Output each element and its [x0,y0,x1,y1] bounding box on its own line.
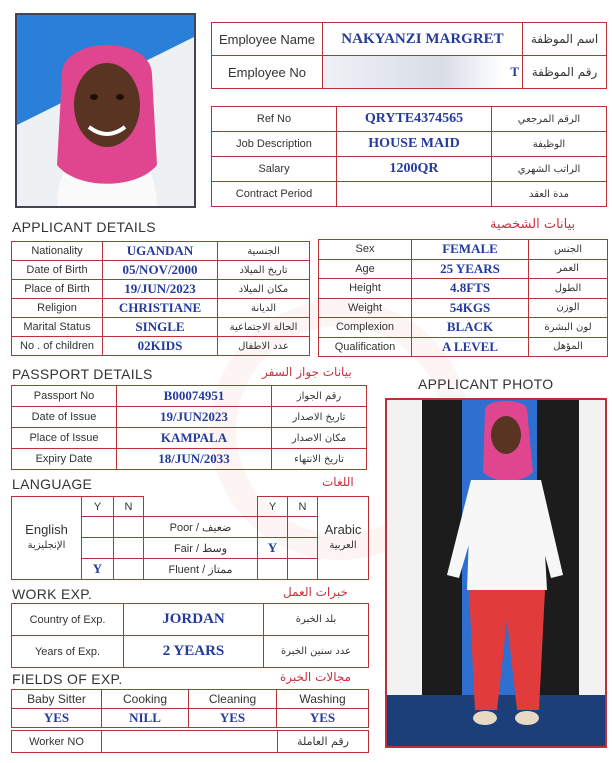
applicant-right-label: Sex [319,240,412,260]
applicant-right-row [319,279,608,299]
applicant-right-ar: المؤهل [529,337,608,357]
applicant-left-row [12,280,310,299]
applicant-left-label: Place of Birth [12,280,103,299]
passport-table [11,385,367,470]
field-exp-value: YES [277,709,369,728]
applicant-left-value: 05/NOV/2000 [103,261,218,280]
applicant-left-table [11,241,310,356]
field-exp-value: YES [189,709,277,728]
field-exp-label: Washing [277,690,369,709]
applicant-left-ar: الديانة [218,299,310,318]
passport-ar: تاريخ الاصدار [272,407,367,428]
employee-no-label: Employee No [212,56,323,89]
field-exp-label: Baby Sitter [12,690,102,709]
applicant-details-title: APPLICANT DETAILS [12,219,156,235]
applicant-left-value: 19/JUN/2023 [103,280,218,299]
portrait-image [17,15,196,208]
work-exp-table [11,603,369,668]
employee-name-ar: اسم الموظفة [523,23,607,56]
applicant-right-row [319,240,608,260]
passport-ar: مكان الاصدار [272,428,367,449]
portrait-photo [15,13,196,208]
applicant-right-ar: الوزن [529,298,608,318]
applicant-left-label: Nationality [12,242,103,261]
applicant-left-row [12,337,310,356]
worker-no-label: Worker NO [12,731,102,753]
applicant-right-ar: لون البشرة [529,318,608,338]
job-ar: الوظيفة [492,132,607,157]
passport-ar: رقم الجواز [272,386,367,407]
arabic-fair-mark: Y [258,538,288,559]
ref-ar: الرقم المرجعي [492,107,607,132]
field-exp-label: Cooking [102,690,189,709]
arabic-n-header: N [288,497,318,517]
country-value: JORDAN [124,604,264,636]
salary-label: Salary [212,157,337,182]
passport-label: Place of Issue [12,428,117,449]
applicant-left-row [12,261,310,280]
job-value: HOUSE MAID [337,132,492,157]
country-label: Country of Exp. [12,604,124,636]
applicant-photo [385,398,607,748]
employee-table [211,22,607,89]
passport-details-title: PASSPORT DETAILS [12,366,153,382]
job-label: Job Description [212,132,337,157]
fields-exp-table [11,689,369,728]
applicant-photo-title: APPLICANT PHOTO [418,376,554,392]
poor-label: Poor / ضعيف [144,517,258,538]
passport-value: B00074951 [117,386,272,407]
applicant-left-label: No . of children [12,337,103,356]
ref-value: QRYTE4374565 [337,107,492,132]
applicant-right-value: 4.8FTS [412,279,529,299]
applicant-left-label: Religion [12,299,103,318]
full-body-image [387,400,607,748]
arabic-label: Arabic [324,522,362,537]
applicant-left-value: CHRISTIANE [103,299,218,318]
english-label: English [25,522,68,537]
passport-value: KAMPALA [117,428,272,449]
language-table [11,496,369,580]
applicant-right-value: A LEVEL [412,337,529,357]
fair-label: Fair / وسط [144,538,258,559]
work-exp-title: WORK EXP. [12,586,93,602]
passport-label: Passport No [12,386,117,407]
applicant-left-value: SINGLE [103,318,218,337]
applicant-left-row [12,318,310,337]
applicant-right-ar: العمر [529,259,608,279]
applicant-left-ar: الحالة الاجتماعية [218,318,310,337]
applicant-details-title-ar: بيانات الشخصية [490,217,576,232]
passport-row [12,428,367,449]
worker-table [11,730,369,753]
applicant-left-label: Marital Status [12,318,103,337]
job-table [211,106,607,207]
language-title-ar: اللغات [322,475,354,489]
applicant-left-ar: مكان الميلاد [218,280,310,299]
applicant-left-value: UGANDAN [103,242,218,261]
applicant-left-ar: عدد الاطفال [218,337,310,356]
applicant-right-label: Complexion [319,318,412,338]
years-value: 2 YEARS [124,636,264,668]
employee-name-value: NAKYANZI MARGRET [323,23,523,56]
arabic-y-header: Y [258,497,288,517]
passport-label: Date of Issue [12,407,117,428]
applicant-left-ar: الجنسية [218,242,310,261]
fields-exp-title-ar: مجالات الخبرة [280,670,352,684]
passport-label: Expiry Date [12,449,117,470]
applicant-right-row [319,318,608,338]
applicant-right-table [318,239,608,357]
applicant-left-ar: تاريخ الميلاد [218,261,310,280]
fields-exp-title: FIELDS OF EXP. [12,671,123,687]
field-exp-value: YES [12,709,102,728]
years-ar: عدد سنين الخبرة [264,636,369,668]
passport-row [12,449,367,470]
english-n-header: N [114,497,144,517]
english-fluent-mark: Y [82,559,114,580]
applicant-left-label: Date of Birth [12,261,103,280]
worker-no-value [102,731,278,753]
applicant-right-row [319,259,608,279]
field-exp-value: NILL [102,709,189,728]
worker-no-ar: رقم العاملة [278,731,369,753]
country-ar: بلد الخبرة [264,604,369,636]
employee-name-label: Employee Name [212,23,323,56]
applicant-right-label: Weight [319,298,412,318]
applicant-right-value: 25 YEARS [412,259,529,279]
ref-label: Ref No [212,107,337,132]
work-exp-title-ar: خبرات العمل [283,585,348,599]
contract-label: Contract Period [212,182,337,207]
applicant-left-row [12,242,310,261]
applicant-right-label: Age [319,259,412,279]
passport-value: 19/JUN2023 [117,407,272,428]
applicant-right-ar: الطول [529,279,608,299]
english-y-header: Y [82,497,114,517]
english-label-ar: الإنجليزية [27,540,66,551]
employee-no-value: T [323,56,523,89]
passport-value: 18/JUN/2033 [117,449,272,470]
passport-row [12,386,367,407]
applicant-right-value: BLACK [412,318,529,338]
applicant-right-ar: الجنس [529,240,608,260]
applicant-right-value: FEMALE [412,240,529,260]
applicant-right-row [319,298,608,318]
passport-details-title-ar: بيانات جواز السفر [262,365,352,379]
fluent-label: Fluent / ممتاز [144,559,258,580]
applicant-right-label: Height [319,279,412,299]
language-title: LANGUAGE [12,476,93,492]
employee-no-ar: رقم الموظفة [523,56,607,89]
arabic-label-ar: العربية [329,540,357,551]
field-exp-label: Cleaning [189,690,277,709]
applicant-right-value: 54KGS [412,298,529,318]
salary-ar: الراتب الشهري [492,157,607,182]
contract-ar: مدة العقد [492,182,607,207]
salary-value: 1200QR [337,157,492,182]
applicant-right-label: Qualification [319,337,412,357]
contract-value [337,182,492,207]
applicant-right-row [319,337,608,357]
applicant-left-row [12,299,310,318]
passport-ar: تاريخ الانتهاء [272,449,367,470]
years-label: Years of Exp. [12,636,124,668]
applicant-left-value: 02KIDS [103,337,218,356]
passport-row [12,407,367,428]
